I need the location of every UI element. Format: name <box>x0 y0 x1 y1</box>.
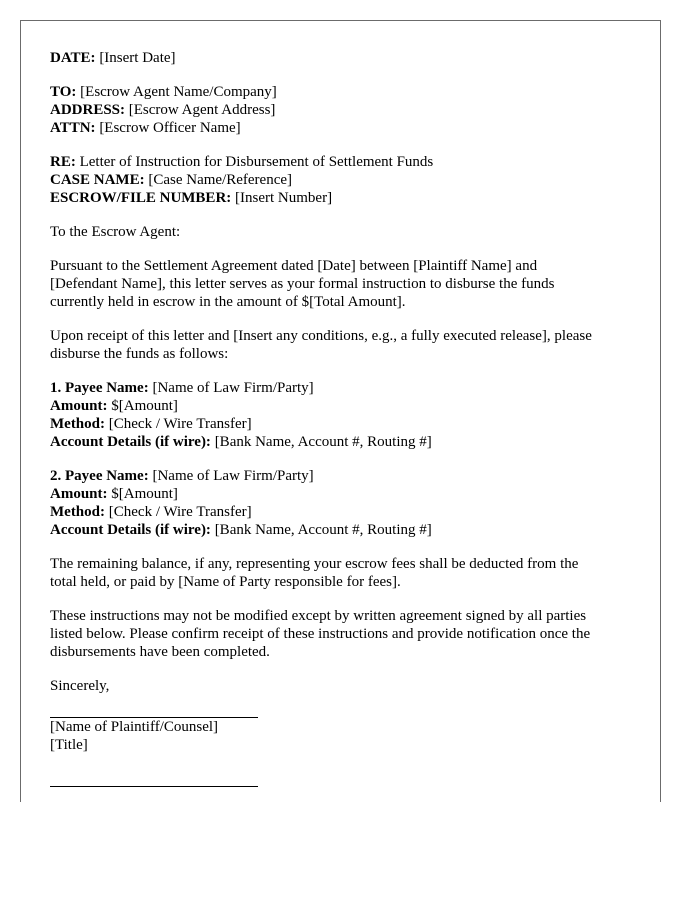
to-label: TO: <box>50 84 77 100</box>
payee-account-label: Account Details (if wire): <box>50 434 211 450</box>
paragraph-settlement <box>50 257 640 311</box>
date-block <box>50 49 640 67</box>
payee-method-label: Method: <box>50 416 105 432</box>
case-name-label: CASE NAME: <box>50 172 145 188</box>
file-number-value: [Insert Number] <box>235 190 333 206</box>
signer-title: [Title] <box>50 737 88 753</box>
paragraph-line: disburse the funds as follows: <box>50 346 229 362</box>
payee-method-value: [Check / Wire Transfer] <box>108 416 252 432</box>
case-name-line <box>50 171 640 189</box>
payee-amount-value: $[Amount] <box>111 486 178 502</box>
address-value: [Escrow Agent Address] <box>128 102 276 118</box>
payee-name-line <box>50 467 640 485</box>
payee-account-value: [Bank Name, Account #, Routing #] <box>214 434 432 450</box>
payee-name-label: 2. Payee Name: <box>50 468 149 484</box>
signature-block-1 <box>50 717 640 754</box>
address-line <box>50 101 640 119</box>
attn-value: [Escrow Officer Name] <box>99 120 241 136</box>
paragraph-line: total held, or paid by [Name of Party responsible for fees]. <box>50 574 401 590</box>
payee-method-value: [Check / Wire Transfer] <box>108 504 252 520</box>
payee-block-2 <box>50 467 640 539</box>
payee-block-1 <box>50 379 640 451</box>
attn-line <box>50 119 640 137</box>
payee-amount-label: Amount: <box>50 486 108 502</box>
date-line <box>50 49 640 67</box>
payee-account-line <box>50 521 640 539</box>
re-value: Letter of Instruction for Disbursement of Settlement Funds <box>79 154 434 170</box>
signoff <box>50 677 640 695</box>
payee-name-value: [Name of Law Firm/Party] <box>152 380 314 396</box>
reference-block <box>50 153 640 207</box>
date-value: [Insert Date] <box>99 50 176 66</box>
paragraph-line: Pursuant to the Settlement Agreement dated [Date] between [Plaintiff Name] and <box>50 258 538 274</box>
to-line <box>50 83 640 101</box>
paragraph-remaining-balance <box>50 555 640 591</box>
paragraph-modification <box>50 607 640 661</box>
payee-amount-line <box>50 485 640 503</box>
recipient-block <box>50 83 640 137</box>
paragraph-line: listed below. Please confirm receipt of these instructions and provide notification once the <box>50 626 591 642</box>
paragraph-line: currently held in escrow in the amount of $[Total Amount]. <box>50 294 406 310</box>
payee-method-line <box>50 415 640 433</box>
payee-amount-label: Amount: <box>50 398 108 414</box>
salutation <box>50 223 640 241</box>
letter-page <box>20 20 661 802</box>
paragraph-line: The remaining balance, if any, representing your escrow fees shall be deducted from the <box>50 556 579 572</box>
file-number-label: ESCROW/FILE NUMBER: <box>50 190 232 206</box>
paragraph-line: disbursements have been completed. <box>50 644 270 660</box>
payee-name-line <box>50 379 640 397</box>
to-value: [Escrow Agent Name/Company] <box>80 84 277 100</box>
signoff-text: Sincerely, <box>50 678 110 694</box>
letter-content <box>50 49 640 787</box>
payee-method-label: Method: <box>50 504 105 520</box>
paragraph-line: Upon receipt of this letter and [Insert any conditions, e.g., a fully executed release], please <box>50 328 592 344</box>
payee-amount-value: $[Amount] <box>111 398 178 414</box>
re-label: RE: <box>50 154 76 170</box>
salutation-text: To the Escrow Agent: <box>50 224 181 240</box>
payee-account-label: Account Details (if wire): <box>50 522 211 538</box>
payee-name-label: 1. Payee Name: <box>50 380 149 396</box>
signer-name: [Name of Plaintiff/Counsel] <box>50 719 219 735</box>
signature-line <box>50 786 258 787</box>
re-line <box>50 153 640 171</box>
attn-label: ATTN: <box>50 120 96 136</box>
payee-name-value: [Name of Law Firm/Party] <box>152 468 314 484</box>
paragraph-conditions <box>50 327 640 363</box>
file-number-line <box>50 189 640 207</box>
paragraph-line: [Defendant Name], this letter serves as your formal instruction to disburse the funds <box>50 276 555 292</box>
payee-method-line <box>50 503 640 521</box>
payee-account-line <box>50 433 640 451</box>
payee-account-value: [Bank Name, Account #, Routing #] <box>214 522 432 538</box>
paragraph-line: These instructions may not be modified except by written agreement signed by all parties <box>50 608 587 624</box>
payee-amount-line <box>50 397 640 415</box>
address-label: ADDRESS: <box>50 102 126 118</box>
signature-block-2 <box>50 786 640 787</box>
date-label: DATE: <box>50 50 96 66</box>
case-name-value: [Case Name/Reference] <box>148 172 293 188</box>
